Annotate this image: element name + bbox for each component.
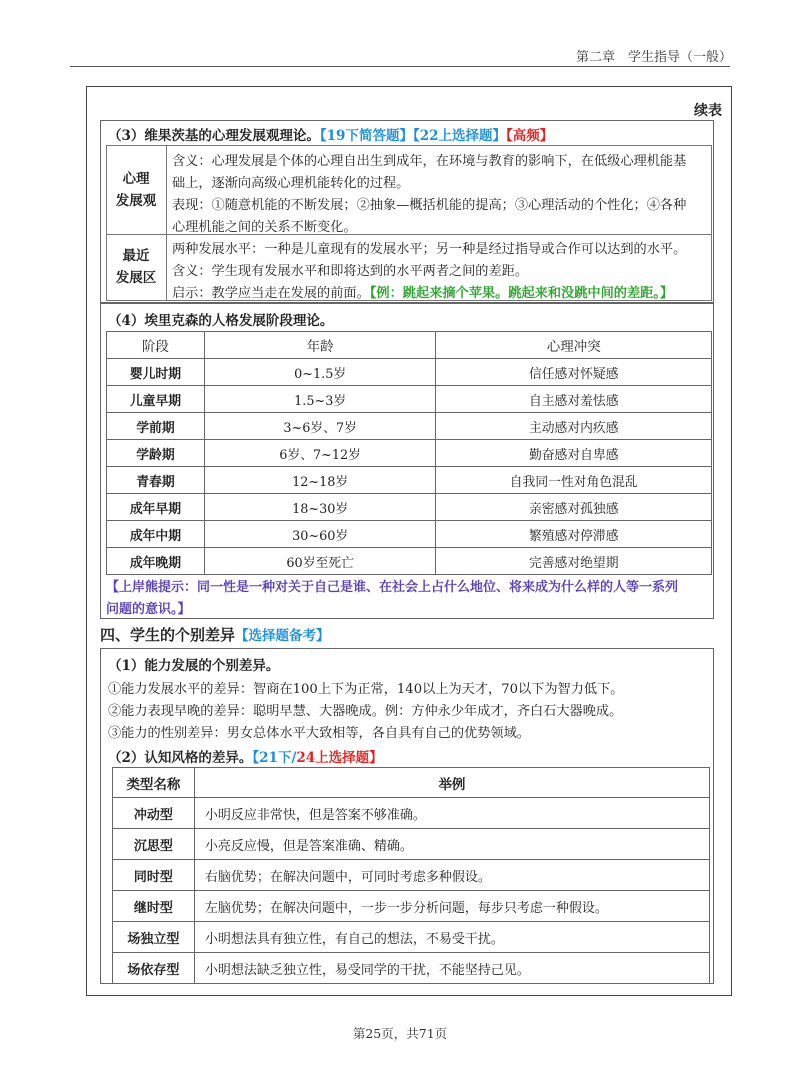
section4-tag: 【选择题备考】 (235, 628, 330, 644)
def1-line4: 心理机能之间的关系不断变化。 (172, 220, 357, 235)
table-row (113, 798, 710, 829)
def2-line3 (172, 282, 673, 301)
table-row (107, 413, 712, 440)
section4-title-text: 四、学生的个别差异 (100, 626, 236, 644)
tag-22-choice: 【22上选择题】 (412, 128, 506, 144)
table-row (113, 860, 710, 891)
vygotsky-heading-text: （3）维果茨基的心理发展观理论。 (108, 128, 320, 144)
type-cell: 同时型 (113, 860, 195, 891)
term1-line2: 发展观 (115, 193, 157, 209)
term-zpd (106, 245, 166, 289)
cognitive-tag-b: 24上选择题】 (296, 750, 383, 766)
table-row (107, 386, 712, 413)
erikson-header-row (107, 332, 712, 359)
def1-line1: 含义：心理发展是个体的心理自出生到成年，在环境与教育的影响下，在低级心理机能基 (172, 154, 687, 169)
hint-line2: 问题的意识。】 (106, 602, 191, 617)
stage-cell: 成年晚期 (107, 548, 205, 575)
conflict-cell: 自我同一性对角色混乱 (436, 467, 712, 494)
example-cell: 小明想法缺乏独立性，易受同学的干扰，不能坚持己见。 (194, 953, 709, 984)
stage-cell: 学前期 (107, 413, 205, 440)
type-cell: 场依存型 (113, 953, 195, 984)
header-divider (70, 66, 730, 67)
example-cell: 小明反应非常快，但是答案不够准确。 (194, 798, 709, 829)
age-cell: 6岁、7~12岁 (204, 440, 436, 467)
type-cell: 冲动型 (113, 798, 195, 829)
tag-19-short-answer: 【19下简答题】 (319, 128, 413, 144)
table-row (107, 359, 712, 386)
table-row (113, 953, 710, 984)
type-cell: 继时型 (113, 891, 195, 922)
conflict-cell: 自主感对羞怯感 (436, 386, 712, 413)
conflict-cell: 繁殖感对停滞感 (436, 521, 712, 548)
def1-line2: 础上，逐渐向高级心理机能转化的过程。 (172, 176, 410, 191)
age-cell: 30~60岁 (204, 521, 436, 548)
hint-line1: 【上岸熊提示：同一性是一种对关于自己是谁、在社会上占什么地位、将来成为什么样的人等一系列 (106, 580, 679, 595)
section4-title (100, 624, 330, 645)
tag-high-frequency: 【高频】 (506, 128, 554, 144)
stage-cell: 青春期 (107, 467, 205, 494)
page-footer: 第25页，共71页 (352, 1026, 448, 1041)
ability-heading: （1）能力发展的个别差异。 (108, 658, 280, 674)
col-example: 举例 (194, 768, 709, 798)
stage-cell: 成年早期 (107, 494, 205, 521)
cognitive-tag-a: 【21下/ (252, 750, 297, 766)
erikson-heading: （4）埃里克森的人格发展阶段理论。 (108, 313, 334, 329)
erikson-table (106, 331, 712, 575)
age-cell: 12~18岁 (204, 467, 436, 494)
example-cell: 右脑优势；在解决问题中，可同时考虑多种假设。 (194, 860, 709, 891)
col-stage: 阶段 (107, 332, 205, 359)
col-type: 类型名称 (113, 768, 195, 798)
continued-label: 续表 (694, 103, 722, 119)
type-cell: 场独立型 (113, 922, 195, 953)
def2-line1: 两种发展水平：一种是儿童现有的发展水平；另一种是经过指导或合作可以达到的水平。 (172, 242, 687, 257)
example-cell: 左脑优势；在解决问题中，一步一步分析问题，每步只考虑一种假设。 (194, 891, 709, 922)
cognitive-style-table (112, 767, 710, 984)
term1-line1: 心理 (122, 171, 150, 187)
conflict-cell: 亲密感对孤独感 (436, 494, 712, 521)
table-row (107, 521, 712, 548)
stage-cell: 婴儿时期 (107, 359, 205, 386)
term2-line1: 最近 (122, 248, 150, 264)
col-age: 年龄 (204, 332, 436, 359)
def2-line3-text: 启示：教学应当走在发展的前面。 (172, 286, 370, 301)
def1-line3: 表现：①随意机能的不断发展；②抽象—概括机能的提高；③心理活动的个性化；④各种 (172, 198, 687, 213)
table-row (113, 829, 710, 860)
table-row (107, 440, 712, 467)
vygotsky-heading (108, 124, 553, 144)
cognitive-heading-text: （2）认知风格的差异。 (108, 750, 253, 766)
cognitive-header-row (113, 768, 710, 798)
cognitive-heading (108, 746, 383, 766)
ability-line3: ③能力的性别差异：男女总体水平大致相等，各自具有自己的优势领域。 (108, 726, 530, 741)
type-cell: 沉思型 (113, 829, 195, 860)
table-row (113, 891, 710, 922)
conflict-cell: 信任感对怀疑感 (436, 359, 712, 386)
term-psych-development (106, 168, 166, 212)
table-row (107, 548, 712, 575)
age-cell: 3~6岁、7岁 (204, 413, 436, 440)
example-cell: 小亮反应慢，但是答案准确、精确。 (194, 829, 709, 860)
def2-line2: 含义：学生现有发展水平和即将达到的水平两者之间的差距。 (172, 264, 529, 279)
ability-line2: ②能力表现早晚的差异：聪明早慧、大器晚成。例：方仲永少年成才，齐白石大器晚成。 (108, 704, 623, 719)
age-cell: 0~1.5岁 (204, 359, 436, 386)
table-row (113, 922, 710, 953)
vygotsky-col-divider (166, 145, 167, 301)
example-cell: 小明想法具有独立性，有自己的想法，不易受干扰。 (194, 922, 709, 953)
col-conflict: 心理冲突 (436, 332, 712, 359)
conflict-cell: 主动感对内疚感 (436, 413, 712, 440)
term2-line2: 发展区 (115, 270, 157, 286)
age-cell: 60岁至死亡 (204, 548, 436, 575)
page-header-chapter: 第二章 学生指导（一般） (575, 50, 732, 65)
age-cell: 18~30岁 (204, 494, 436, 521)
conflict-cell: 勤奋感对自卑感 (436, 440, 712, 467)
table-row (107, 494, 712, 521)
stage-cell: 成年中期 (107, 521, 205, 548)
stage-cell: 儿童早期 (107, 386, 205, 413)
conflict-cell: 完善感对绝望期 (436, 548, 712, 575)
ability-line1: ①能力发展水平的差异：智商在100上下为正常，140以上为天才，70以下为智力低下。 (108, 682, 624, 697)
stage-cell: 学龄期 (107, 440, 205, 467)
age-cell: 1.5~3岁 (204, 386, 436, 413)
def2-example-note: 【例：跳起来摘个苹果。跳起来和没跳中间的差距。】 (369, 286, 674, 301)
table-row (107, 467, 712, 494)
